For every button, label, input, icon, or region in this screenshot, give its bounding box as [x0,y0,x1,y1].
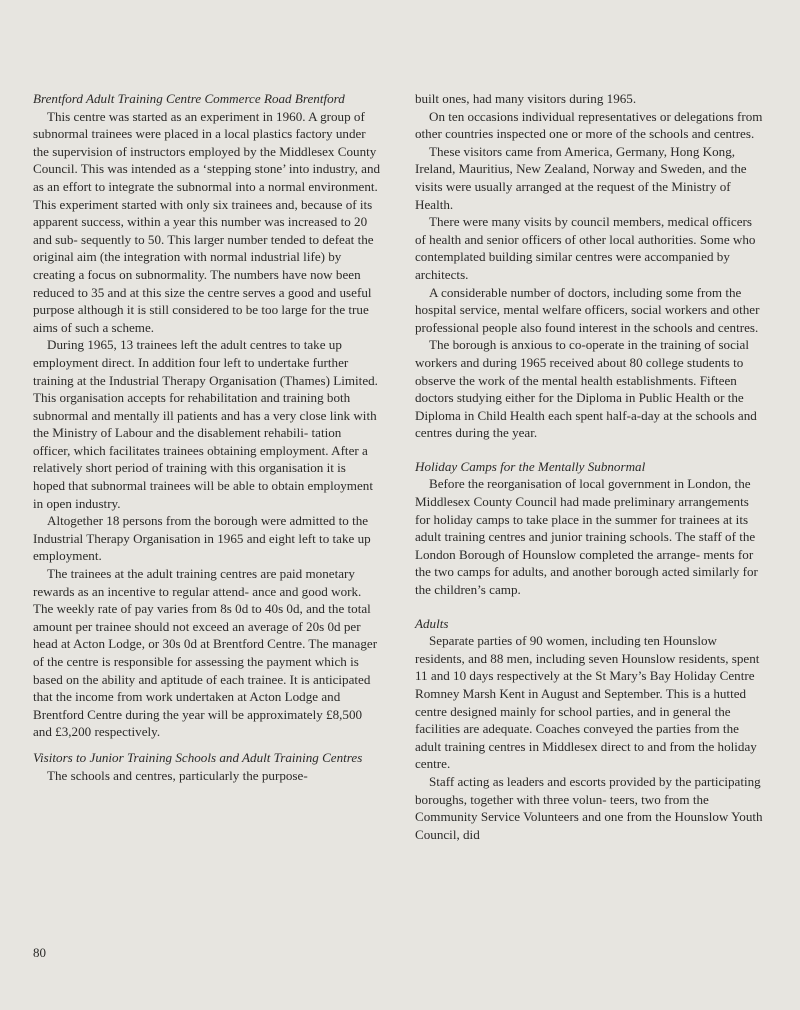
paragraph: These visitors came from America, Germany, Hong Kong, Ireland, Mauritius, New Zealand, Norway and Sweden, and the visits were usually arranged at the request of the Ministry of Health. [415,143,747,212]
paragraph: A considerable number of doctors, including some from the hospital service, mental welfare officers, social workers and other professional people also found interest in the schools and centres. [415,284,760,335]
page-number: 80 [33,945,46,960]
section-heading-holiday-camps: Holiday Camps for the Mentally Subnormal [415,458,646,474]
paragraph: The trainees at the adult training centres are paid monetary rewards as an incentive to regular attend- ance and good work. The weekly rate of pay varies from 8s 0d to 40s 0d, and the total amount per trainee should not exceed an average of 20s 0d per head at Acton Lodge, or 30s 0d at Brentford Centre. The manager of the centre is responsible for assessing the payment which is based on the ability and aptitude of each trainee. It is anticipated that the income from work undertaken at Acton Lodge and Brentford Centre during the year will be approximately £8,500 and £3,200 respectively. [33,566,378,740]
paragraph: On ten occasions individual representatives or delegations from other countries inspected one or more of the schools and centres. [415,108,763,142]
text-columns [33,80,780,843]
section-heading-adults: Adults [415,615,449,631]
paragraph: Staff acting as leaders and escorts provided by the participating boroughs, together with three volun- teers, two from the Community Service Volunteers and one from the Hounslow Youth Council, did [415,773,763,842]
paragraph: The schools and centres, particularly the purpose- [47,767,308,783]
paragraph: Before the reorganisation of local government in London, the Middlesex County Council had made preliminary arrangements for holiday camps to take place in the summer for trainees at its adult training centres and junior training schools. The staff of the London Borough of Hounslow completed the arrange- ments for the two camps for adults, and another borough acted similarly for the children’s camp. [415,476,758,598]
section-heading-brentford: Brentford Adult Training Centre Commerce Road Brentford [33,91,345,106]
paragraph: There were many visits by council members, medical officers of health and senior officers of other local authorities. Some who contemplated building similar centres were accompanied by architects. [415,214,756,282]
paragraph: built ones, had many visitors during 1965. [415,91,637,106]
paragraph: The borough is anxious to co-operate in the training of social workers and during 1965 received about 80 college students to observe the work of the mental health establishments. Fifteen doctors studying either for the Diploma in Public Health or the Diploma in Child Health each spent half-a-day at the schools and centres during the year. [415,337,757,441]
paragraph: Separate parties of 90 women, including ten Hounslow residents, and 88 men, including seven Hounslow residents, spent 11 and 10 days respectively at the St Mary’s Bay Holiday Centre Romney Marsh Kent in August and September. This is a hutted centre designed mainly for school parties, and in general the facilities are adequate. Coaches conveyed the parties from the adult training centres in Middlesex direct to and from the holiday centre. [415,633,760,772]
section-heading-visitors: Visitors to Junior Training Schools and Adult Training Centres [33,749,363,765]
paragraph: During 1965, 13 trainees left the adult centres to take up employment direct. In addition four left to undertake further training at the Industrial Therapy Organisation (Thames) Limited. This organisation accepts for rehabilitation and training both subnormal and mentally ill patients and has a very close link with the Ministry of Labour and the disablement rehabili- tation officer, which facilitates trainees obtaining employment. After a relatively short period of training with this organisation it is hoped that subnormal trainees will be able to obtain employment in open industry. [33,337,378,511]
paragraph: Altogether 18 persons from the borough were admitted to the Industrial Therapy Organisation in 1965 and eight left to take up employment. [33,513,371,564]
right-column [415,80,763,843]
left-column [33,80,381,843]
paragraph: This centre was started as an experiment in 1960. A group of subnormal trainees were placed in a local plastics factory under the supervision of instructors employed by the Middlesex County Council. This was intended as a ‘stepping stone’ into industry, and as an effort to integrate the subnormal into a normal environment. This experiment started with only six trainees and, because of its apparent success, within a year this number was increased to 20 and sub- sequently to 50. This larger number tended to defeat the original aim (the integration with normal industrial life) by creating a focus on subnormality. The numbers have now been reduced to 35 and at this size the centre serves a good and useful purpose although it is still considered to be too large for the true aims of such a scheme. [33,108,381,335]
